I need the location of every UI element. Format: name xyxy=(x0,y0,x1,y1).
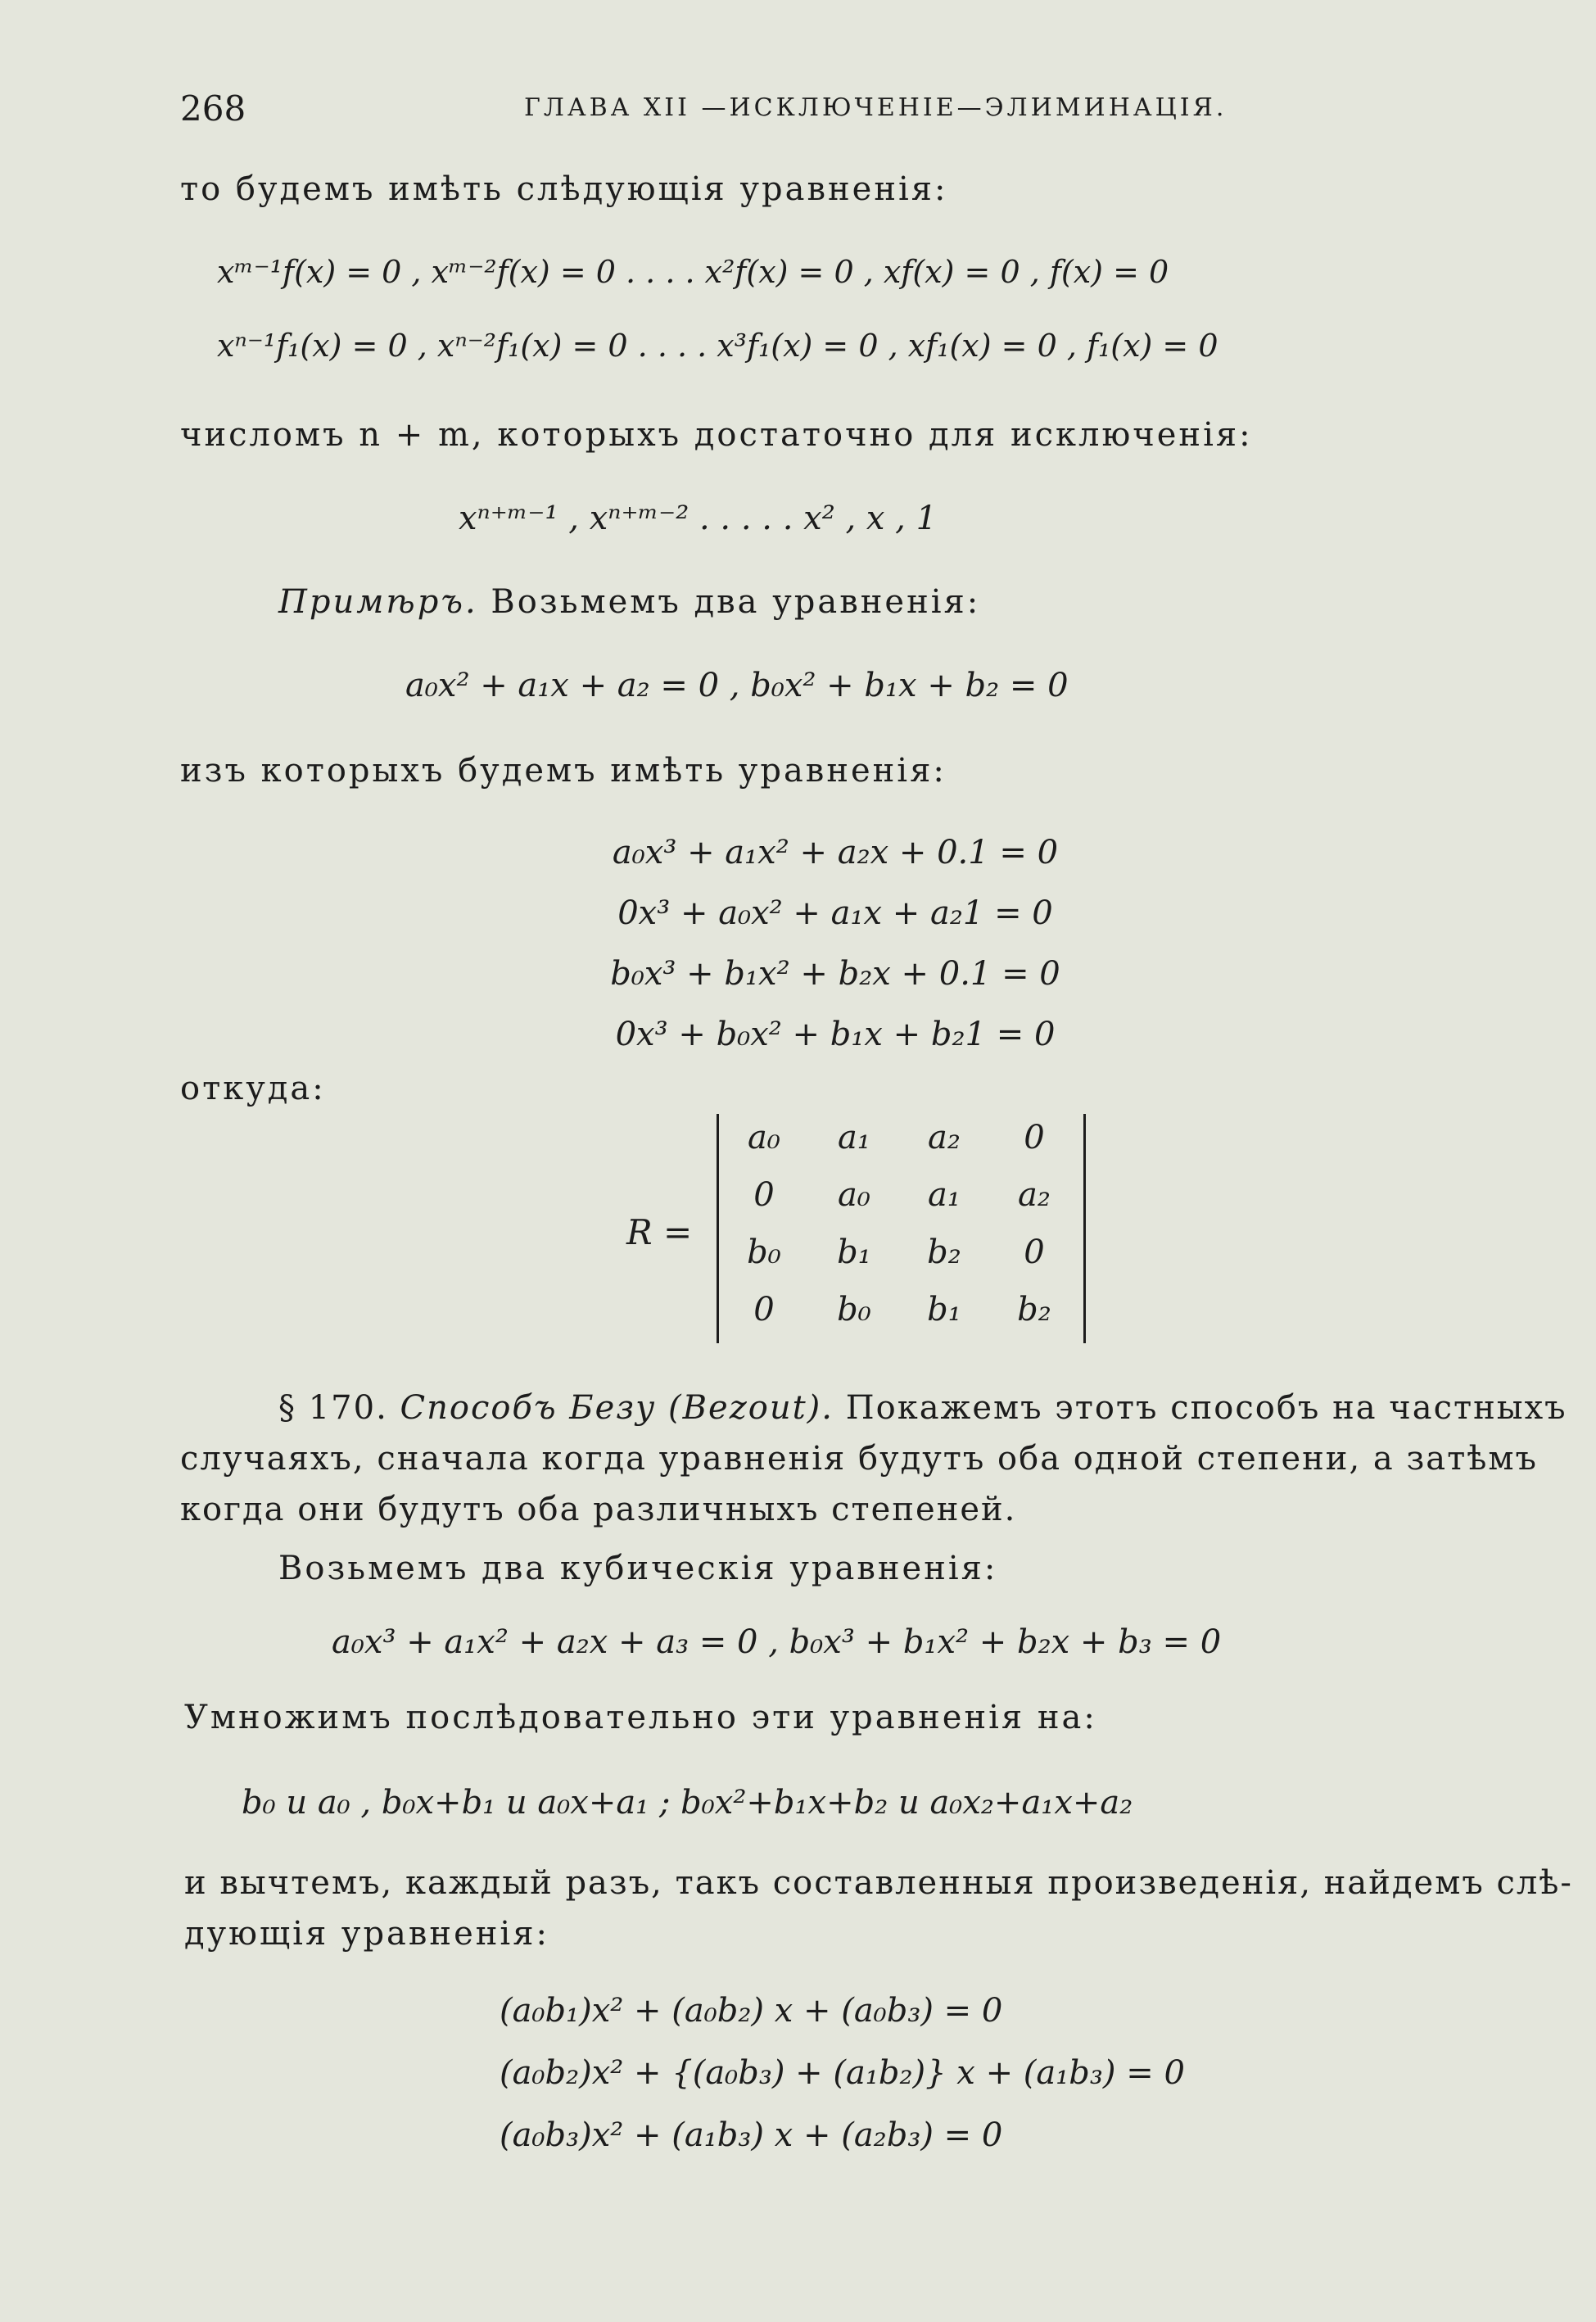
text-line: Умножимъ послѣдовательно эти уравненiя на: xyxy=(184,1699,1097,1736)
section-title: Способъ Безу (Bezout). xyxy=(387,1389,834,1427)
text-line: числомъ n + m, которыхъ достаточно для исключенiя: xyxy=(180,416,1253,454)
determinant-matrix xyxy=(717,1114,1086,1343)
page-header xyxy=(180,88,1507,129)
matrix-cell: b₂ xyxy=(927,1233,961,1271)
resultant-label: R = xyxy=(626,1212,693,1252)
matrix-cell: 0 xyxy=(753,1291,775,1328)
text-line: Возьмемъ два кубическiя уравненiя: xyxy=(278,1550,998,1587)
result-eq-3: (a₀b₃)x² + (a₁b₃) x + (a₂b₃) = 0 xyxy=(500,2116,1003,2154)
quadratic-pair: a₀x² + a₁x + a₂ = 0 , b₀x² + b₁x + b₂ = 0 xyxy=(405,667,1069,704)
example-label: Примѣръ. xyxy=(278,583,478,621)
equation-row-f1: xⁿ⁻¹f₁(x) = 0 , xⁿ⁻²f₁(x) = 0 . . . . x³f₁(x) = 0 , xf₁(x) = 0 , f₁(x) = 0 xyxy=(217,328,1218,364)
matrix-cell: b₀ xyxy=(837,1291,871,1328)
section-line-2: случаяхъ, сначала когда уравненiя будутъ оба одной степени, а затѣмъ xyxy=(180,1440,1538,1478)
text-line: дующiя уравненiя: xyxy=(184,1915,549,1953)
running-head: ГЛАВА XII —ИСКЛЮЧЕНIЕ—ЭЛИМИНАЦIЯ. xyxy=(524,93,1228,122)
cubic-pair: a₀x³ + a₁x² + a₂x + a₃ = 0 , b₀x³ + b₁x² + b₂x + b₃ = 0 xyxy=(332,1623,1222,1661)
section-line-3: когда они будутъ оба различныхъ степеней. xyxy=(180,1491,1017,1528)
matrix-cell: 0 xyxy=(753,1176,775,1214)
system-eq-4: 0x³ + b₀x² + b₁x + b₂1 = 0 xyxy=(615,1016,1056,1053)
page-number: 268 xyxy=(180,88,246,129)
system-eq-2: 0x³ + a₀x² + a₁x + a₂1 = 0 xyxy=(617,894,1053,932)
matrix-cell: b₀ xyxy=(747,1233,781,1271)
matrix-cell: b₂ xyxy=(1017,1291,1051,1328)
matrix-cell: 0 xyxy=(1024,1233,1045,1271)
system-eq-3: b₀x³ + b₁x² + b₂x + 0.1 = 0 xyxy=(610,955,1060,993)
matrix-cell: a₀ xyxy=(748,1119,780,1156)
matrix-cell: b₁ xyxy=(837,1233,871,1271)
matrix-cell: b₁ xyxy=(927,1291,961,1328)
text-line: откуда: xyxy=(180,1070,326,1107)
result-eq-2: (a₀b₂)x² + {(a₀b₃) + (a₁b₂)} x + (a₁b₃) = 0 xyxy=(500,2054,1185,2092)
matrix-cell: a₀ xyxy=(838,1176,870,1214)
equation-row-f: xᵐ⁻¹f(x) = 0 , xᵐ⁻²f(x) = 0 . . . . x²f(x) = 0 , xf(x) = 0 , f(x) = 0 xyxy=(217,254,1169,290)
example-text: Возьмемъ два уравненiя: xyxy=(477,583,981,621)
text-line: изъ которыхъ будемъ имѣть уравненiя: xyxy=(180,752,947,790)
example-line xyxy=(278,583,980,621)
multipliers-line: b₀ и a₀ , b₀x+b₁ и a₀x+a₁ ; b₀x²+b₁x+b₂ и a₀x₂+a₁x+a₂ xyxy=(242,1784,1133,1822)
powers-list: xⁿ⁺ᵐ⁻¹ , xⁿ⁺ᵐ⁻² . . . . . x² , x , 1 xyxy=(459,500,938,537)
section-number: § 170. xyxy=(278,1389,388,1427)
matrix-cell: a₁ xyxy=(838,1119,870,1156)
section-line-1 xyxy=(278,1389,1567,1427)
matrix-cell: 0 xyxy=(1024,1119,1045,1156)
text-line: и вычтемъ, каждый разъ, такъ составленныя произведенiя, найдемъ слѣ- xyxy=(184,1864,1573,1902)
section-text: Покажемъ этотъ способъ на частныхъ xyxy=(834,1389,1567,1427)
text-line: то будемъ имѣть слѣдующiя уравненiя: xyxy=(180,170,948,208)
matrix-cell: a₂ xyxy=(1018,1176,1051,1214)
matrix-cell: a₁ xyxy=(928,1176,961,1214)
system-eq-1: a₀x³ + a₁x² + a₂x + 0.1 = 0 xyxy=(612,834,1059,871)
matrix-cell: a₂ xyxy=(928,1119,961,1156)
result-eq-1: (a₀b₁)x² + (a₀b₂) x + (a₀b₃) = 0 xyxy=(500,1992,1003,2030)
